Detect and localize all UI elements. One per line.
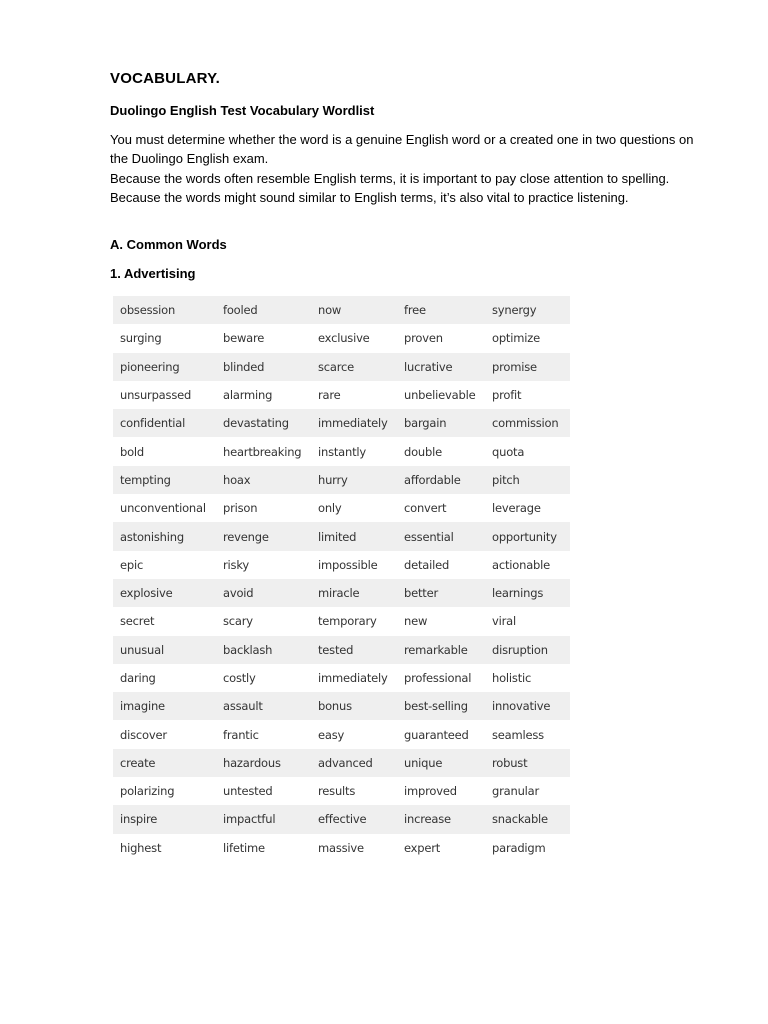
table-row [113, 777, 570, 805]
word-cell: alarming [216, 381, 311, 409]
word-cell: inspire [113, 805, 216, 833]
table-row [113, 466, 570, 494]
word-cell: polarizing [113, 777, 216, 805]
word-cell: disruption [485, 636, 570, 664]
table-row [113, 522, 570, 550]
word-cell: epic [113, 551, 216, 579]
word-cell: unusual [113, 636, 216, 664]
word-cell: optimize [485, 324, 570, 352]
word-cell: daring [113, 664, 216, 692]
word-cell: obsession [113, 296, 216, 324]
word-cell: learnings [485, 579, 570, 607]
word-cell: expert [397, 834, 485, 862]
table-row [113, 664, 570, 692]
word-cell: unsurpassed [113, 381, 216, 409]
word-cell: convert [397, 494, 485, 522]
word-cell: bold [113, 437, 216, 465]
word-cell: costly [216, 664, 311, 692]
word-cell: secret [113, 607, 216, 635]
word-cell: tested [311, 636, 397, 664]
word-cell: leverage [485, 494, 570, 522]
word-cell: synergy [485, 296, 570, 324]
word-cell: opportunity [485, 522, 570, 550]
word-cell: actionable [485, 551, 570, 579]
word-cell: hurry [311, 466, 397, 494]
intro-paragraph: Because the words often resemble English terms, it is important to pay close attention to spelling. [110, 170, 670, 186]
word-cell: hazardous [216, 749, 311, 777]
word-cell: impactful [216, 805, 311, 833]
word-cell: astonishing [113, 522, 216, 550]
word-cell: lucrative [397, 353, 485, 381]
word-cell: unbelievable [397, 381, 485, 409]
word-cell: promise [485, 353, 570, 381]
word-cell: robust [485, 749, 570, 777]
word-cell: imagine [113, 692, 216, 720]
vocabulary-table [113, 296, 570, 862]
word-cell: only [311, 494, 397, 522]
word-cell: pioneering [113, 353, 216, 381]
word-cell: scarce [311, 353, 397, 381]
word-cell: seamless [485, 720, 570, 748]
word-cell: immediately [311, 664, 397, 692]
word-cell: rare [311, 381, 397, 409]
word-cell: impossible [311, 551, 397, 579]
word-cell: effective [311, 805, 397, 833]
word-cell: detailed [397, 551, 485, 579]
word-cell: profit [485, 381, 570, 409]
word-cell: paradigm [485, 834, 570, 862]
word-cell: surging [113, 324, 216, 352]
word-cell: bonus [311, 692, 397, 720]
word-cell: risky [216, 551, 311, 579]
word-cell: backlash [216, 636, 311, 664]
word-cell: professional [397, 664, 485, 692]
word-cell: now [311, 296, 397, 324]
word-cell: assault [216, 692, 311, 720]
table-row [113, 296, 570, 324]
word-cell: discover [113, 720, 216, 748]
word-cell: devastating [216, 409, 311, 437]
word-cell: improved [397, 777, 485, 805]
word-cell: better [397, 579, 485, 607]
word-cell: affordable [397, 466, 485, 494]
word-cell: holistic [485, 664, 570, 692]
word-cell: explosive [113, 579, 216, 607]
table-row [113, 834, 570, 862]
intro-paragraph: You must determine whether the word is a genuine English word or a created one in two questions on the Duolingo English exam. [110, 132, 694, 167]
word-cell: highest [113, 834, 216, 862]
word-cell: new [397, 607, 485, 635]
word-cell: heartbreaking [216, 437, 311, 465]
word-cell: snackable [485, 805, 570, 833]
word-cell: double [397, 437, 485, 465]
table-row [113, 805, 570, 833]
table-row [113, 692, 570, 720]
word-cell: scary [216, 607, 311, 635]
word-cell: innovative [485, 692, 570, 720]
word-cell: remarkable [397, 636, 485, 664]
subsection-heading-advertising: 1. Advertising [110, 266, 196, 281]
table-row [113, 494, 570, 522]
word-cell: advanced [311, 749, 397, 777]
word-cell: easy [311, 720, 397, 748]
table-row [113, 409, 570, 437]
word-cell: fooled [216, 296, 311, 324]
word-cell: untested [216, 777, 311, 805]
word-cell: create [113, 749, 216, 777]
word-cell: lifetime [216, 834, 311, 862]
word-cell: essential [397, 522, 485, 550]
table-row [113, 551, 570, 579]
word-cell: tempting [113, 466, 216, 494]
word-cell: pitch [485, 466, 570, 494]
word-cell: granular [485, 777, 570, 805]
word-cell: guaranteed [397, 720, 485, 748]
word-cell: exclusive [311, 324, 397, 352]
word-cell: instantly [311, 437, 397, 465]
word-cell: revenge [216, 522, 311, 550]
word-cell: limited [311, 522, 397, 550]
word-cell: results [311, 777, 397, 805]
word-cell: beware [216, 324, 311, 352]
table-row [113, 381, 570, 409]
word-cell: frantic [216, 720, 311, 748]
word-cell: increase [397, 805, 485, 833]
word-cell: viral [485, 607, 570, 635]
word-cell: unique [397, 749, 485, 777]
word-cell: bargain [397, 409, 485, 437]
word-cell: blinded [216, 353, 311, 381]
word-cell: massive [311, 834, 397, 862]
intro-paragraph: Because the words might sound similar to English terms, it’s also vital to practice listening. [110, 190, 629, 206]
word-cell: avoid [216, 579, 311, 607]
table-row [113, 353, 570, 381]
table-row [113, 636, 570, 664]
word-cell: commission [485, 409, 570, 437]
word-cell: free [397, 296, 485, 324]
table-row [113, 607, 570, 635]
word-cell: prison [216, 494, 311, 522]
table-row [113, 579, 570, 607]
word-cell: best-selling [397, 692, 485, 720]
word-cell: proven [397, 324, 485, 352]
word-cell: confidential [113, 409, 216, 437]
table-row [113, 324, 570, 352]
section-heading-common-words: A. Common Words [110, 237, 227, 252]
word-cell: unconventional [113, 494, 216, 522]
table-row [113, 720, 570, 748]
word-cell: miracle [311, 579, 397, 607]
word-cell: temporary [311, 607, 397, 635]
table-row [113, 437, 570, 465]
word-cell: quota [485, 437, 570, 465]
intro-text [110, 130, 700, 208]
table-row [113, 749, 570, 777]
word-cell: hoax [216, 466, 311, 494]
page-title: VOCABULARY. [110, 70, 220, 87]
word-cell: immediately [311, 409, 397, 437]
document-subtitle: Duolingo English Test Vocabulary Wordlist [110, 103, 375, 118]
